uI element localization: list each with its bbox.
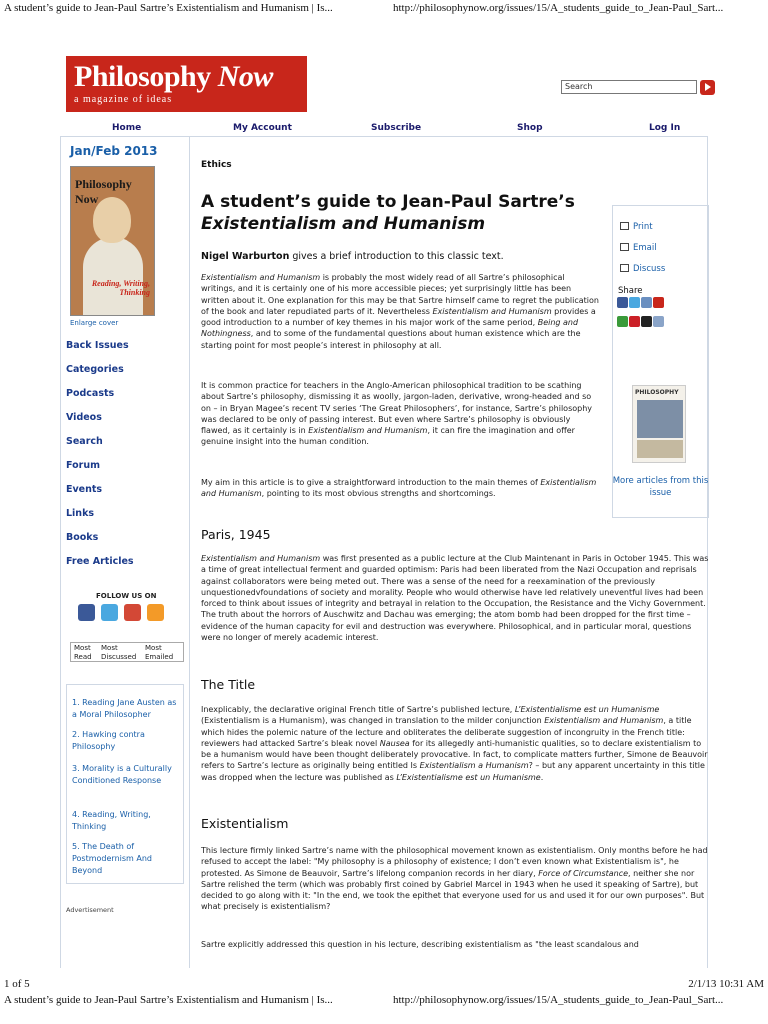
issue-thumbnail[interactable] <box>632 385 686 463</box>
print-link[interactable] <box>620 222 653 232</box>
discuss-link[interactable] <box>620 264 665 274</box>
p4-b: was first presented as a public lecture at the Club Maintenant in Paris in October 1945. This was a time of great intellectual ferment and guarded optimism: Paris had been liberated from the Nazi Occupation and reprisals against collaborators were being meted out. There was a sense of the need for a reexamination of the previously unquestionedvfoundations of society and morality. People who would otherwise have led relatively uneventful lives had been forced to think about issues of integrity and betrayal in relation to the Occupation, the Resistance and the Vichy Government. The truth about the horrors of Auschwitz and Dachau was emerging; the atom bomb had been dropped for the first time – evidence of the human capacity for evil and destruction was everywhere. Philosophical, and in particular moral, questions were no longer of merely academic interest. <box>201 554 709 643</box>
delicious-alt-share-icon[interactable] <box>641 316 652 327</box>
print-header-title: A student’s guide to Jean-Paul Sartre’s Existentialism and Humanism | Is... <box>4 2 333 14</box>
sidebar-links <box>66 340 186 580</box>
sidebar-item-podcasts[interactable]: Podcasts <box>66 388 115 399</box>
section-label[interactable]: Ethics <box>201 160 232 170</box>
twitter-icon[interactable] <box>101 604 118 621</box>
p5-a: Inexplicably, the declarative original French title of Sartre’s published lecture, <box>201 705 515 714</box>
p1-e: Being and Nothingness <box>201 318 579 339</box>
p3-c: , pointing to its most obvious strengths and shortcomings. <box>261 489 496 499</box>
p1-d: provides a good introduction to a number of key themes in his major work of the same period, <box>201 306 596 328</box>
print-label: Print <box>633 222 653 232</box>
nav-shop[interactable]: Shop <box>517 123 543 133</box>
discuss-label: Discuss <box>633 264 666 274</box>
list-item[interactable]: 1. Reading Jane Austen as a Moral Philosopher <box>72 698 177 719</box>
p6-c: , neither she nor Sartre relished the term (which was probably first coined by Gabriel Marcel in 1943 when he used it speaking of Sartre), but decided to go along with it: "In the end, we took the epithet that everyone used for us and used it for our own purposes". But what precisely is existentialism? <box>201 868 705 912</box>
print-footer-title <box>4 994 764 1008</box>
pinterest-share-icon[interactable] <box>629 316 640 327</box>
list-item[interactable]: 4. Reading, Writing, Thinking <box>72 810 151 831</box>
envelope-icon <box>620 243 629 251</box>
p4-a: Existentialism and Humanism <box>201 554 321 563</box>
standfirst: gives a brief introduction to this classic text. <box>289 251 504 262</box>
p5-c: (Existentialism is a Humanism), was changed in translation to the milder conjunction <box>201 716 545 726</box>
heading-paris-1945: Paris, 1945 <box>201 527 271 542</box>
enlarge-cover-link[interactable]: Enlarge cover <box>70 319 119 327</box>
cover-text: Reading, Writing, Thinking <box>91 279 150 297</box>
follow-us-label: FOLLOW US ON <box>96 592 157 600</box>
paragraph-3 <box>201 477 599 500</box>
p5-h: Existentialism a Humanism <box>419 761 529 771</box>
twitter-share-icon[interactable] <box>629 297 640 308</box>
sidebar-item-links[interactable]: Links <box>66 508 95 519</box>
p5-i: ? – but any apparent uncertainty in this title was dropped when the lecture was published as <box>201 761 705 782</box>
sidebar-item-categories[interactable]: Categories <box>66 364 124 375</box>
print-footer <box>4 978 764 992</box>
sidebar-item-back-issues[interactable]: Back Issues <box>66 340 129 351</box>
mini-cover-image-2 <box>637 440 683 458</box>
cover-portrait <box>93 197 131 243</box>
advertisement-label: Advertisement <box>66 906 114 914</box>
comment-icon <box>620 264 629 272</box>
share-label: Share <box>618 286 643 296</box>
stumbleupon-share-icon[interactable] <box>617 316 628 327</box>
p3-a: My aim in this article is to give a straightforward introduction to the main themes of <box>201 478 541 487</box>
list-item[interactable]: 3. Morality is a Culturally Conditioned Response <box>72 764 172 785</box>
most-read-list <box>66 684 184 884</box>
sidebar-item-free-articles[interactable]: Free Articles <box>66 556 134 567</box>
p2-a: It is common practice for teachers in the Anglo-American philosophical tradition to be scathing about Sartre’s philosophy, dismissing it as woolly, jargon-laden, derivative, wrong-headed and so on – in Bryan Magee’s recent TV series ‘The Great Philosophers’, for instance, Sartre’s philosophy was declared to be only of passing interest. But even where Sartre’s philosophy is obviously flawed, as it certainly is in <box>201 381 593 436</box>
p1-c: Existentialism and Humanism <box>432 306 552 316</box>
print-footer-title-text: A student’s guide to Jean-Paul Sartre’s Existentialism and Humanism | Is... <box>4 994 333 1006</box>
p5-e: , a title which hides the polemic nature of the lecture and obliterates the deliberate suggestion of incongruity in the French title: reviewers had attacked Sartre’s bleak novel <box>201 716 692 748</box>
google-plus-icon[interactable] <box>124 604 141 621</box>
search-go-icon[interactable] <box>700 80 715 95</box>
site-logo[interactable] <box>66 56 307 112</box>
paragraph-7: Sartre explicitly addressed this question in his lecture, describing existentialism as "the least scandalous and <box>201 940 639 949</box>
page-number: 1 of 5 <box>4 978 30 990</box>
article-title <box>201 191 611 235</box>
digg-share-icon[interactable] <box>653 297 664 308</box>
rss-icon[interactable] <box>147 604 164 621</box>
facebook-share-icon[interactable] <box>617 297 628 308</box>
mini-cover-title: PHILOSOPHY <box>635 389 679 396</box>
heading-existentialism: Existentialism <box>201 816 289 831</box>
logo-name-b: Now <box>217 60 273 93</box>
byline <box>201 251 504 262</box>
most-tabs <box>70 642 184 662</box>
tab-most-discussed[interactable]: Most Discussed <box>101 644 137 661</box>
sidebar-item-books[interactable]: Books <box>66 532 99 543</box>
nav-log-in[interactable]: Log In <box>649 123 681 133</box>
issue-date[interactable]: Jan/Feb 2013 <box>70 144 158 158</box>
logo-name-a: Philosophy <box>74 60 218 93</box>
p6-b: Force of Circumstance <box>538 868 629 878</box>
cover-title: Philosophy Now <box>75 177 132 206</box>
more-share-icon[interactable] <box>653 316 664 327</box>
paragraph-5 <box>201 704 711 783</box>
p1-b: is probably the most widely read of all Sartre’s philosophical writings, and it is certainly one of his more accessible pieces; yet surprisingly little has been written about it. One explanation for this may be that Sartre himself came to regret the publication of the book and later repudiated parts of it. Nevertheless <box>201 273 599 316</box>
author-name: Nigel Warburton <box>201 251 290 262</box>
social-links <box>78 604 170 625</box>
paragraph-4 <box>201 553 711 643</box>
printer-icon <box>620 222 629 230</box>
p5-g: for its allegedly anti-humanistic qualities, so to declare existentialism to be a humanism would have been thought deliberately provocative. In fact, to complicate matters further, Simone de Beauvoir refers to Sartre’s lecture as originally being entitled Is <box>201 738 708 771</box>
print-header <box>4 2 764 16</box>
tab-most-read[interactable]: Most Read <box>74 644 92 661</box>
email-label: Email <box>633 243 657 253</box>
paragraph-1 <box>201 272 599 351</box>
print-footer-url: http://philosophynow.org/issues/15/A_students_guide_to_Jean-Paul_Sart... <box>393 994 724 1006</box>
article-title-a: A student’s guide to Jean-Paul Sartre’s <box>201 192 575 212</box>
list-item[interactable]: 2. Hawking contra Philosophy <box>72 730 145 751</box>
more-articles-link[interactable]: More articles from this issue <box>612 476 709 498</box>
p5-f: Nausea <box>379 738 410 748</box>
logo-tagline: a magazine of ideas <box>74 94 173 105</box>
share-icons <box>617 296 677 334</box>
article-title-b: Existentialism and Humanism <box>201 214 486 234</box>
tab-most-emailed[interactable]: Most Emailed <box>145 644 174 661</box>
p2-c: , it can fire the imagination and offer genuine insight into the human condition. <box>201 426 575 447</box>
sidebar-item-videos[interactable]: Videos <box>66 412 102 423</box>
nav-home[interactable]: Home <box>112 123 142 133</box>
main-nav <box>66 123 710 135</box>
p6-a: This lecture firmly linked Sartre’s name with the philosophical movement known as existentialism. Only months before he had refused to accept the label: "My philosophy is a philosophy of existence; I don’t even known what Existentialism is", he protested. As Simone de Beauvoir, Sartre’s lifelong companion records in her diary, <box>201 846 708 878</box>
p1-a: Existentialism and Humanism <box>201 273 321 282</box>
cover-figure <box>83 237 143 316</box>
p2-b: Existentialism and Humanism <box>308 426 428 436</box>
p5-k: . <box>540 772 544 782</box>
heading-the-title: The Title <box>201 677 256 692</box>
issue-cover[interactable] <box>70 166 155 316</box>
search-input[interactable]: Search <box>561 80 697 94</box>
print-datetime: 2/1/13 10:31 AM <box>688 978 764 990</box>
facebook-icon[interactable] <box>78 604 95 621</box>
mini-cover-image <box>637 400 683 438</box>
nav-my-account[interactable]: My Account <box>233 123 292 133</box>
p1-f: , and to some of the fundamental questions about human existence which are the starting point for most people’s interest in philosophy at all. <box>201 329 581 350</box>
paragraph-6 <box>201 845 711 913</box>
p5-b: L’Existentialisme est un Humanisme <box>514 705 660 714</box>
sidebar-item-search[interactable]: Search <box>66 436 103 447</box>
sidebar-item-events[interactable]: Events <box>66 484 103 495</box>
print-header-url: http://philosophynow.org/issues/15/A_students_guide_to_Jean-Paul_Sart... <box>393 2 724 14</box>
p5-d: Existentialism and Humanism <box>544 716 664 726</box>
nav-subscribe[interactable]: Subscribe <box>371 123 422 133</box>
p3-b: Existentialism and Humanism <box>201 478 597 499</box>
list-item[interactable]: 5. The Death of Postmodernism And Beyond <box>72 842 152 875</box>
paragraph-2 <box>201 380 599 448</box>
delicious-share-icon[interactable] <box>641 297 652 308</box>
sidebar-item-forum[interactable]: Forum <box>66 460 100 471</box>
p5-j: L’Existentialisme est un Humanisme <box>396 772 541 782</box>
email-link[interactable] <box>620 243 657 253</box>
